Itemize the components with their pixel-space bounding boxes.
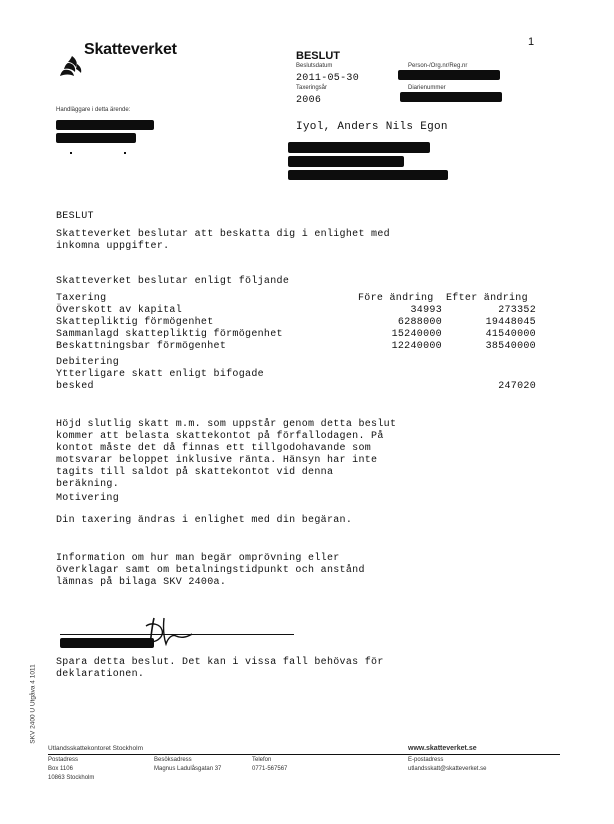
brand-name: Skatteverket <box>84 41 177 58</box>
footer-visit-address: Magnus Ladulåsgatan 37 <box>154 766 222 772</box>
redacted-officer-name <box>56 120 154 130</box>
officer-label: Handläggare i detta ärende: <box>56 107 131 113</box>
motivering-heading: Motivering <box>56 493 120 504</box>
motivering-text: Din taxering ändras i enlighet med din begäran. <box>56 515 353 526</box>
info-line-2: kommer att belasta skattekontot på förfallodagen. På <box>56 431 384 442</box>
decision-statement: Skatteverket beslutar enligt följande <box>56 276 290 287</box>
footer-office: Utlandsskattekontoret Stockholm <box>48 745 144 752</box>
table-row-before: 12240000 <box>391 341 442 352</box>
info-line-1: Höjd slutlig skatt m.m. som uppstår genom detta beslut <box>56 419 397 430</box>
save-notice-line-1: Spara detta beslut. Det kan i vissa fall behövas för <box>56 657 384 668</box>
intro-line-1: Skatteverket beslutar att beskatta dig i enlighet med <box>56 229 390 240</box>
handwritten-signature <box>134 594 194 634</box>
footer-phone: 0771-567567 <box>252 766 288 772</box>
footer-divider <box>48 754 560 755</box>
footer-post-label: Postadress <box>48 757 79 763</box>
info-line-5: tagits till saldot på skattekontot vid denna <box>56 467 334 478</box>
table-row-before: 6288000 <box>397 317 442 328</box>
document-type: BESLUT <box>296 50 340 62</box>
page-number: 1 <box>528 36 535 48</box>
form-code-vertical <box>26 656 40 752</box>
info-line-4: motsvarar beloppet inklusive ränta. Hänsyn har inte <box>56 455 378 466</box>
form-code: SKV 2400 U Utgåva 4 1011 <box>29 664 37 744</box>
redacted-person-number <box>398 70 500 80</box>
recipient-name: Iyol, Anders Nils Egon <box>296 121 448 133</box>
scan-speck <box>124 152 126 154</box>
footer-website: www.skatteverket.se <box>408 745 477 752</box>
redacted-signatory-name <box>60 638 154 648</box>
table-row-label: Beskattningsbar förmögenhet <box>56 341 227 352</box>
debitering-heading: Debitering <box>56 357 120 368</box>
table-row-before: 34993 <box>410 305 442 316</box>
case-number-label: Diarienummer <box>408 85 446 91</box>
redacted-recipient-address-1 <box>288 142 430 153</box>
debitering-line-1: Ytterligare skatt enligt bifogade <box>56 369 264 380</box>
table-header-after: Efter ändring <box>446 293 528 304</box>
footer-phone-label: Telefon <box>252 757 272 763</box>
save-notice-line-2: deklarationen. <box>56 669 145 680</box>
redacted-recipient-address-2 <box>288 156 404 167</box>
table-row-before: 15240000 <box>391 329 442 340</box>
table-row-after: 38540000 <box>485 341 536 352</box>
footer-email-label: E-postadress <box>408 757 444 763</box>
intro-line-2: inkomna uppgifter. <box>56 241 170 252</box>
table-header-before: Före ändring <box>358 293 434 304</box>
table-row-after: 19448045 <box>485 317 536 328</box>
appeal-line-2: överklagar samt om betalningstidpunkt och anstånd <box>56 565 365 576</box>
tax-year: 2006 <box>296 95 322 106</box>
footer-email: utlandsskatt@skatteverket.se <box>408 766 487 772</box>
section-heading: BESLUT <box>56 211 94 222</box>
footer-visit-label: Besöksadress <box>154 757 192 763</box>
scan-speck <box>70 152 72 154</box>
info-line-3: kontot måste det då finnas ett tillgodohavande som <box>56 443 372 454</box>
info-line-6: beräkning. <box>56 479 120 490</box>
signature-line <box>60 634 294 635</box>
table-row-after: 273352 <box>498 305 536 316</box>
debitering-amount: 247020 <box>498 381 536 392</box>
footer-post-line-2: 10863 Stockholm <box>48 775 95 781</box>
debitering-line-2: besked <box>56 381 94 392</box>
appeal-line-3: lämnas på bilaga SKV 2400a. <box>56 577 227 588</box>
decision-date: 2011-05-30 <box>296 73 360 84</box>
redacted-recipient-address-3 <box>288 170 448 180</box>
appeal-line-1: Information om hur man begär omprövning eller <box>56 553 340 564</box>
person-number-label: Person-/Org.nr/Reg.nr <box>408 63 468 69</box>
redacted-officer-phone <box>56 133 136 143</box>
table-row-after: 41540000 <box>485 329 536 340</box>
decision-date-label: Beslutsdatum <box>296 63 333 69</box>
redacted-case-number <box>400 92 502 102</box>
tax-year-label: Taxeringsår <box>296 85 328 91</box>
footer-post-line-1: Box 1106 <box>48 766 73 772</box>
table-header-label: Taxering <box>56 293 107 304</box>
table-row-label: Överskott av kapital <box>56 305 183 316</box>
table-row-label: Skattepliktig förmögenhet <box>56 317 214 328</box>
table-row-label: Sammanlagd skattepliktig förmögenhet <box>56 329 283 340</box>
skatteverket-logo-icon <box>48 36 82 62</box>
